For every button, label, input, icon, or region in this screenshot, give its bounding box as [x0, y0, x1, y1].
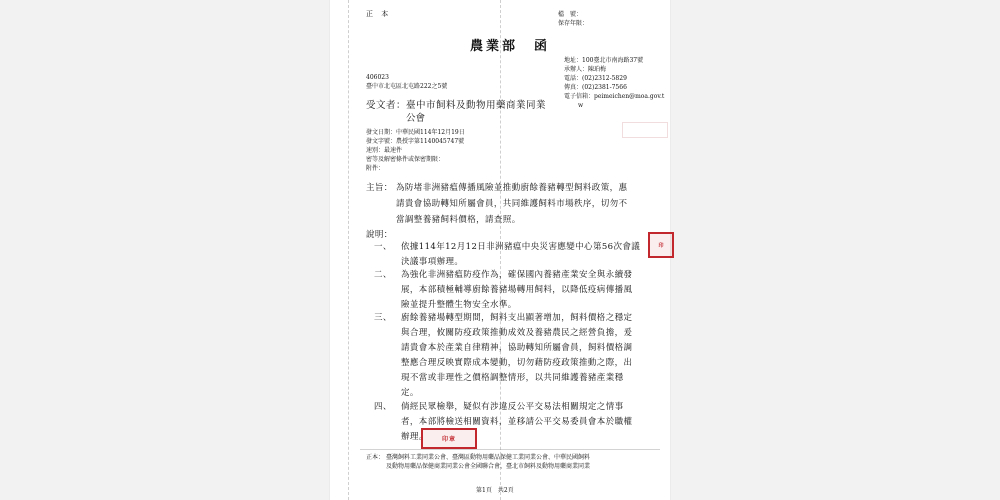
cc-label: 正本： — [366, 454, 385, 461]
item-line: 險並提升整體生物安全水準。 — [401, 300, 517, 310]
item-line: 倘經民眾檢舉，疑似有涉違反公平交易法相關規定之情事 — [401, 402, 624, 412]
recipient-label: 受文者： — [366, 100, 407, 111]
sender-email: 電子信箱：peimeichen@moa.gov.t — [564, 93, 665, 100]
subject-line: 為防堵非洲豬瘟傳播風險並推動廚餘養豬轉型飼料政策，惠 — [396, 183, 628, 193]
divider — [360, 449, 660, 450]
red-seal-stamp: 印章 — [421, 428, 477, 449]
cc-line: 臺灣飼料工業同業公會、臺灣區動物用藥品保健工業同業公會、中華民國飼料 — [386, 454, 591, 461]
attachment: 附件： — [366, 165, 385, 172]
item-line: 辦理。 — [401, 432, 428, 442]
explanation-label: 說明： — [366, 230, 393, 240]
subject-line: 當調整養豬飼料價格，請查照。 — [396, 215, 521, 225]
postal-code: 406023 — [366, 74, 389, 81]
cc-line: 及動物用藥品保健商業同業公會全國聯合會、臺北市飼料及動物用藥商業同業 — [386, 463, 591, 470]
item-number: 二、 — [374, 270, 392, 280]
document-page — [330, 0, 670, 500]
item-number: 四、 — [374, 402, 392, 412]
item-line: 整應合理反映實際成本變動，切勿藉防疫政策推動之際，出 — [401, 358, 633, 368]
sender-phone: 電話：(02)2312-5829 — [564, 75, 627, 82]
item-line: 廚餘養豬場轉型期間，飼料支出顯著增加，飼料價格之穩定 — [401, 313, 633, 323]
subject-label: 主旨： — [366, 183, 393, 193]
item-line: 請貴會本於產業自律精神，協助轉知所屬會員，飼料價格調 — [401, 343, 633, 353]
item-line: 者，本部將檢送相關資料，並移請公平交易委員會本於職權 — [401, 417, 633, 427]
item-line: 定。 — [401, 388, 419, 398]
page-number: 第1頁 共2頁 — [476, 487, 514, 494]
item-line: 依據114年12月12日非洲豬瘟中央災害應變中心第56次會議 — [401, 242, 641, 252]
sender-address: 地址：100臺北市南海路37號 — [564, 57, 644, 64]
issue-number: 發文字號：農授字第1140045747號 — [366, 138, 465, 145]
document-title: 農業部 函 — [470, 39, 551, 54]
secret-level: 密等及解密條件或保密期限： — [366, 156, 445, 163]
item-line: 展，本部積極輔導廚餘養豬場轉用飼料，以降低疫病傳播風 — [401, 285, 633, 295]
file-number: 檔 號： — [558, 11, 583, 18]
copy-label: 正 本 — [366, 10, 392, 18]
item-number: 一、 — [374, 242, 392, 252]
issue-date: 發文日期：中華民國114年12月19日 — [366, 129, 465, 136]
speed: 速別：最速件 — [366, 147, 403, 154]
red-seal-stamp: 印 — [648, 232, 674, 258]
faint-seal-mark — [622, 122, 668, 138]
item-line: 為強化非洲豬瘟防疫作為，確保國內養豬產業安全與永續發 — [401, 270, 633, 280]
item-line: 與合理，攸關防疫政策推動成效及養豬農民之經營負擔，爰 — [401, 328, 633, 338]
sender-fax: 傳真：(02)2381-7566 — [564, 84, 627, 91]
recipient-name-cont: 公會 — [406, 113, 426, 124]
sender-contact: 承辦人：陳珀梅 — [564, 66, 607, 73]
recipient-name: 臺中市飼料及動物用藥商業同業 — [406, 100, 547, 111]
fold-line — [348, 0, 349, 500]
subject-line: 請貴會協助轉知所屬會員，共同維護飼料市場秩序，切勿不 — [396, 199, 628, 209]
item-line: 現不當或非理性之價格調整情形，以共同維護養豬產業穩 — [401, 373, 624, 383]
item-number: 三、 — [374, 313, 392, 323]
recipient-address: 臺中市北屯區北屯路222之5號 — [366, 83, 448, 90]
item-line: 決議事項辦理。 — [401, 257, 464, 267]
sender-email-cont: w — [578, 102, 584, 109]
keep-years: 保存年限： — [558, 20, 589, 27]
